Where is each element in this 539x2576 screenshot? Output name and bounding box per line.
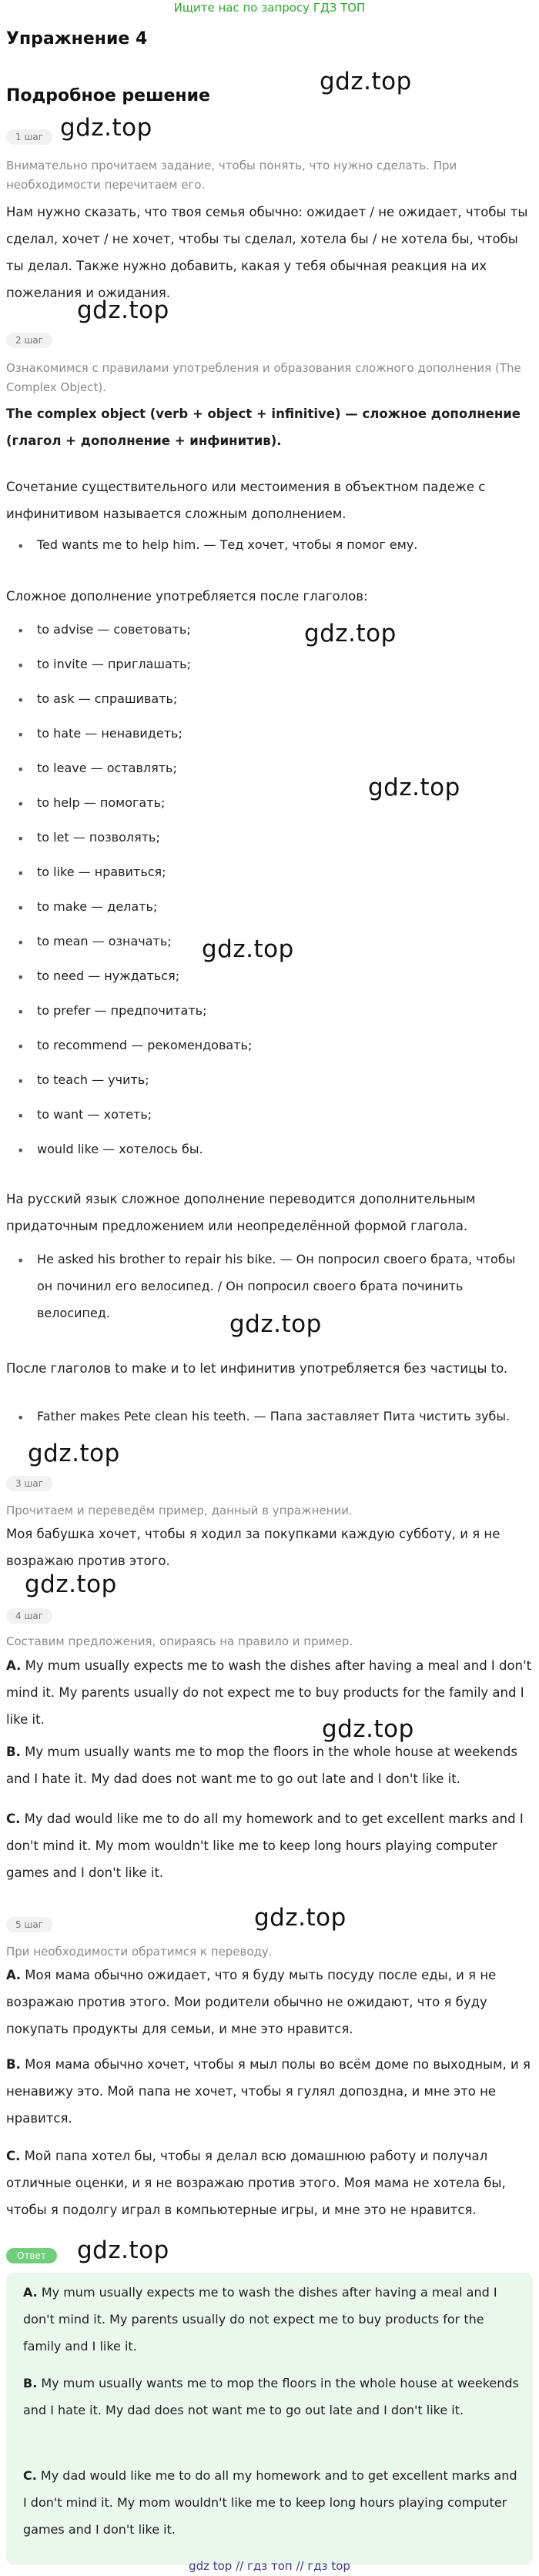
sentence-label: А. <box>6 1968 22 1982</box>
sentence-text: Моя мама обычно ожидает, что я буду мыть посуду после еды, и я не возражаю против этого. Мои родители обычно не ожидают, что я буду покупать продукты для семьи, и мне это нравится. <box>6 1968 497 2036</box>
verb-item: to prefer — предпочитать; <box>37 1003 207 1018</box>
example-item: Ted wants me to help him. — Тед хочет, чтобы я помог ему. <box>37 537 418 552</box>
verb-item: to mean — означать; <box>37 934 172 948</box>
answer-a <box>23 2279 524 2360</box>
search-hint-link[interactable]: Ищите нас по запросу ГДЗ ТОП <box>173 1 366 15</box>
bullet-dot: • <box>17 658 25 673</box>
watermark: gdz.top <box>229 1310 322 1338</box>
watermark: gdz.top <box>320 68 412 95</box>
bullet-dot: • <box>17 1039 25 1054</box>
sentence-text: My dad would like me to do all my homework and to get excellent marks and I don't mind it. My mom wouldn't like me to keep long hours playing computer games and I don't like it. <box>23 2468 517 2537</box>
bullet-dot: • <box>17 762 25 777</box>
sentence-label: A. <box>23 2285 38 2300</box>
answer-c <box>23 2462 524 2543</box>
watermark: gdz.top <box>77 2236 169 2264</box>
answer-badge: Ответ <box>6 2248 57 2263</box>
verb-item: to invite — приглашать; <box>37 657 191 671</box>
sentence-label: A. <box>6 1658 22 1673</box>
verb-item: to ask — спрашивать; <box>37 691 178 706</box>
sentence-label: B. <box>6 1745 21 1759</box>
verb-item: to make — делать; <box>37 899 158 914</box>
step-badge: 5 шаг <box>6 1917 52 1932</box>
step-hint: Ознакомимся с правилами употребления и образования сложного дополнения (The Complex Object). <box>6 361 521 394</box>
bullet-dot: • <box>17 693 25 708</box>
verb-item: to help — помогать; <box>37 795 166 810</box>
verb-item: would like — хотелось бы. <box>37 1142 203 1156</box>
rule-text: The complex object (verb + object + infinitive) — сложное дополнение (глагол + дополнение + инфинитив). <box>6 406 521 448</box>
exercise-title: Упражнение 4 <box>6 29 148 49</box>
step-hint: При необходимости обратимся к переводу. <box>6 1945 273 1959</box>
sentence-b <box>6 1738 533 1792</box>
bullet-dot: • <box>17 539 25 554</box>
bullet-dot: • <box>17 901 25 915</box>
sentence-text: My mum usually wants me to mop the floors in the whole house at weekends and I hate it. My dad does not want me to go out late and I don't like it. <box>23 2376 519 2417</box>
translation-a <box>6 1962 533 2042</box>
sentence-text: Мой папа хотел бы, чтобы я делал всю домашнюю работу и получал отличные оценки, и я не возражаю против этого. Моя мама не хотела бы, чтобы я подолгу играл в компьютерные игры, и мне это не нравится. <box>6 2149 506 2217</box>
footer-links[interactable]: gdz top // гдз топ // гдз top <box>189 2559 350 2573</box>
sentence-label: C. <box>6 1812 21 1826</box>
verb-item: to hate — ненавидеть; <box>37 726 182 741</box>
step-badge: 4 шаг <box>6 1608 52 1624</box>
watermark: gdz.top <box>254 1904 346 1932</box>
translation-b <box>6 2051 533 2132</box>
bullet-dot: • <box>17 728 25 742</box>
bullet-dot: • <box>17 866 25 881</box>
sentence-label: B. <box>23 2376 38 2390</box>
bullet-dot: • <box>17 831 25 846</box>
bullet-dot: • <box>17 970 25 985</box>
sentence-text: My mum usually expects me to wash the dishes after having a meal and I don't mind it. My parents usually do not expect me to buy products for the family and I like it. <box>23 2285 497 2354</box>
verbs-intro: Сложное дополнение употребляется после глаголов: <box>6 589 368 604</box>
bullet-dot: • <box>17 797 25 811</box>
example-item: Father makes Pete clean his teeth. — Папа заставляет Пита чистить зубы. <box>37 1409 511 1423</box>
verb-item: to need — нуждаться; <box>37 969 180 983</box>
watermark: gdz.top <box>368 774 460 801</box>
step-badge: 2 шаг <box>6 333 52 348</box>
sentence-text: My mum usually expects me to wash the dishes after having a meal and I don't mind it. My parents usually do not expect me to buy products for the family and I like it. <box>6 1658 532 1727</box>
sentence-text: My dad would like me to do all my homework and to get excellent marks and I don't mind it. My mom wouldn't like me to keep long hours playing computer games and I don't like it. <box>6 1812 524 1880</box>
sentence-text: My mum usually wants me to mop the floors in the whole house at weekends and I hate it. My dad does not want me to go out late and I don't like it. <box>6 1745 517 1786</box>
sentence-label: C. <box>23 2468 37 2483</box>
step-hint: Внимательно прочитаем задание, чтобы понять, что нужно сделать. При необходимости перечитаем его. <box>6 159 457 192</box>
sentence-text: Моя мама обычно хочет, чтобы я мыл полы во всём доме по выходным, и я ненавижу это. Мой папа не хочет, чтобы я гулял допоздна, и мне это не нравится. <box>6 2057 531 2126</box>
watermark: gdz.top <box>77 296 169 324</box>
bullet-dot: • <box>17 1143 25 1158</box>
bullet-dot: • <box>17 1253 25 1268</box>
answer-b <box>23 2370 524 2424</box>
sentence-c <box>6 1805 533 1886</box>
watermark: gdz.top <box>25 1571 117 1598</box>
step-text: Моя бабушка хочет, чтобы я ходил за покупками каждую субботу, и я не возражаю против этого. <box>6 1527 500 1568</box>
step-badge: 3 шаг <box>6 1476 52 1491</box>
watermark: gdz.top <box>322 1715 414 1743</box>
watermark: gdz.top <box>304 620 397 647</box>
solution-subtitle: Подробное решение <box>6 86 210 105</box>
without-to-note: После глаголов to make и to let инфинитив употребляется без частицы to. <box>6 1361 508 1376</box>
definition-text: Сочетание существительного или местоимения в объектном падеже с инфинитивом называется сложным дополнением. <box>6 480 486 521</box>
translation-c <box>6 2143 533 2223</box>
watermark: gdz.top <box>202 935 294 963</box>
sentence-label: С. <box>6 2149 21 2163</box>
bullet-dot: • <box>17 1074 25 1089</box>
translate-note: На русский язык сложное дополнение переводится дополнительным придаточным предложением или неопределённой формой глагола. <box>6 1192 476 1233</box>
step-badge: 1 шаг <box>6 129 52 145</box>
example-item: He asked his brother to repair his bike. — Он попросил своего брата, чтобы он починил его велосипед. / Он попросил своего брата починить велосипед. <box>37 1252 516 1320</box>
verb-item: to want — хотеть; <box>37 1107 152 1122</box>
verb-item: to let — позволять; <box>37 830 160 845</box>
watermark: gdz.top <box>60 114 152 142</box>
verb-item: to leave — оставлять; <box>37 761 177 775</box>
bullet-dot: • <box>17 624 25 638</box>
verb-item: to advise — советовать; <box>37 622 191 637</box>
verb-item: to recommend — рекомендовать; <box>37 1038 253 1052</box>
bullet-dot: • <box>17 1410 25 1425</box>
step-hint: Прочитаем и переведём пример, данный в упражнении. <box>6 1504 353 1517</box>
bullet-dot: • <box>17 1109 25 1123</box>
bullet-dot: • <box>17 1005 25 1019</box>
sentence-label: В. <box>6 2057 21 2072</box>
step-hint: Составим предложения, опираясь на правило и пример. <box>6 1634 353 1648</box>
verb-item: to teach — учить; <box>37 1072 149 1087</box>
bullet-dot: • <box>17 935 25 950</box>
sentence-a <box>6 1652 533 1733</box>
verb-item: to like — нравиться; <box>37 865 166 879</box>
step-text: Нам нужно сказать, что твоя семья обычно: ожидает / не ожидает, чтобы ты сделал, хочет / не хочет, чтобы ты сделал, хотела бы / не хотела бы, чтобы ты делал. Также нужно добавить, какая у тебя обычная реакция на их пожелания и ожидания. <box>6 205 528 300</box>
watermark: gdz.top <box>28 1440 120 1467</box>
